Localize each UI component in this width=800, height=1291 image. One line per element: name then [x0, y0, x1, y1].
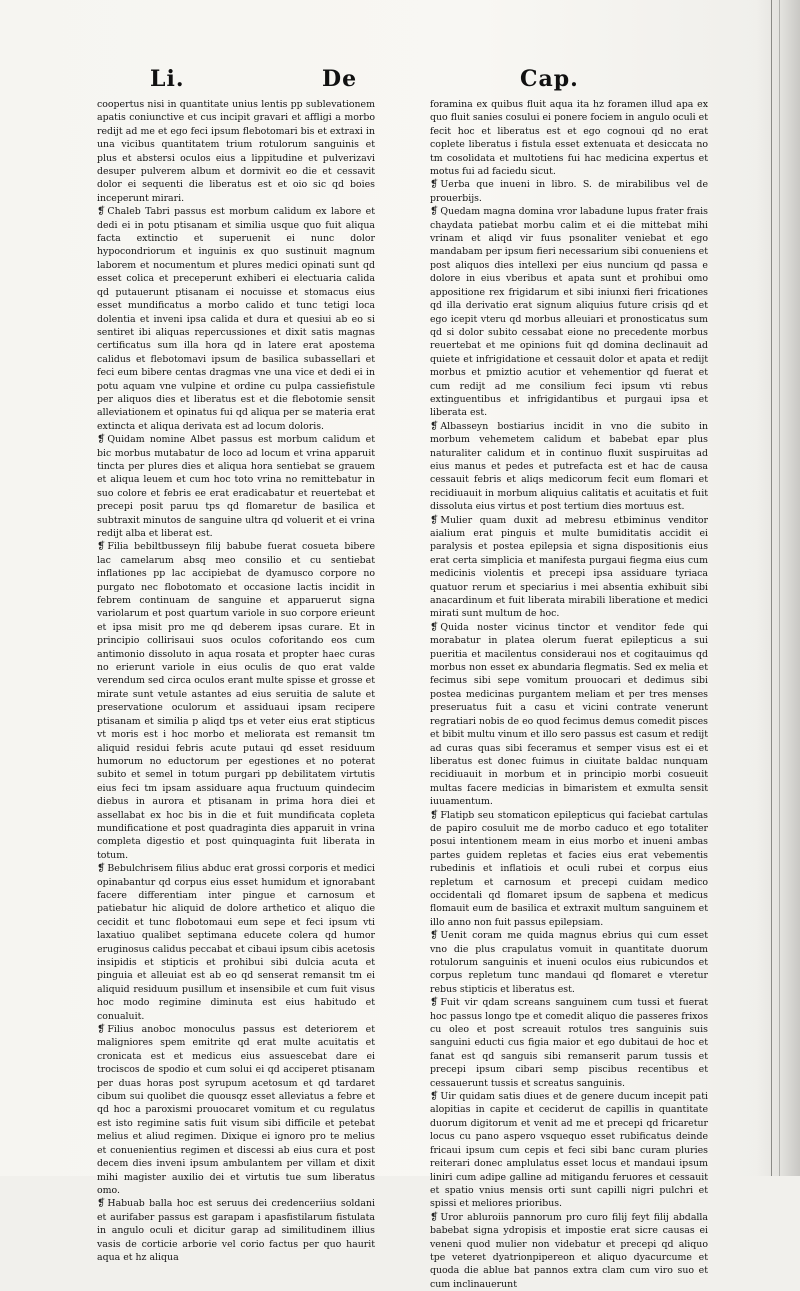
running-head-left: Li. [150, 66, 185, 92]
page-edge-line [779, 0, 780, 1176]
paragraph: ❡ Filius anoboc monoculus passus est deteriorem et maligniores spem emitrite qd erat multe acuitatis et cronicata est et medicus eius assuescebat dare ei trociscos de spodio et cum solui ei qd acciperet ptisanam per duas horas post syrupum acetosum et qd tardaret cibum sui quolibet die quousqz esset alleviatus a febre et qd hoc a paroxismi prouocaret vomitum et cu regulatus est isto regimine satis fuit visum sibi difficile et petebat melius et aliud regimen. Dixique ei ignoro pro te melius et conuenientius regimen et discessi ab eius cura et post decem dies inveni ipsum ambulantem per villam et dixit mihi magister auxilio dei et virtutis tue sum liberatus omo. [97, 1023, 375, 1197]
paragraph: ❡ Uror abluroiis pannorum pro curo filij feyt filij abdalla babebat signa ydropisis et impostie erat sicre causas ei veneni quod mulier non videbatur et precepi qd aliquo tpe veteret dyatrionpipereon et aliquo dyacurcume et quoda die ablue bat pannos extra clam cum viro suo et cum inclinauerunt [430, 1211, 708, 1291]
paragraph: ❡ Albasseyn bostiarius incidit in vno die subito in morbum vehemetem calidum et babebat epar plus naturaliter calidum et in continuo fluxit suspiruitas ad eius manus et pedes et putrefacta est et hac de causa cessauit febris et aliqs medicorum fecit eum flomari et recidiuauit in morbum aliquius calitatis et acuitatis et fuit dissoluta eius virtus et post tertium dies mortuus est. [430, 420, 708, 514]
paragraph: ❡ Quidam nomine Albet passus est morbum calidum et bic morbus mutabatur de loco ad locum et vrina apparuit tincta per plures dies et aliqua hora sentiebat se grauem et aliqua leuem et cum hoc toto vrina no remittebatur in suo colore et febris ee erat eradicabatur et reuertebat et precepi posit paruu tps qd flomaretur de basilica et subtraxit minutos de sanguine ultra qd voluerit et ei vrina redijt alba et liberat est. [97, 433, 375, 540]
paragraph: ❡ Mulier quam duxit ad mebresu etbiminus venditor aialium erat pinguis et multe bumiditatis accidit ei paralysis et postea epilepsia et signa dispositionis eius erat certa simplicia et manifesta purgaui fiegma eius cum medicinis violentis et precepi ipsa assiduare tyriaca quatuor rerum et speciarius i mei absentia exhibuit sibi anacardinum et fuit liberata mirabili liberatione et medici mirati sunt multum de hoc. [430, 514, 708, 621]
paragraph: ❡ Habuab balla hoc est seruus dei credenceriius soldani et aurifaber passus est garapam i apasfistilarum fistulata in angulo oculi et dicitur garap ad similitudinem illius vasis de corticie arborie vel corio factus per quo haurit aqua et hz aliqua [97, 1197, 375, 1264]
page-edge-line [771, 0, 772, 1176]
paragraph: ❡ Quedam magna domina vror labadune lupus frater frais chaydata patiebat morbu calim et ei die mittebat mihi vrinam et aliqd vir fuus psonaliter veniebat et ego mandabam per ipsum fieri necessarium sibi conueniens et post aliquos dies intellexi per eius nuncium qd passa e dolore in eius vberibus et apata sunt et prohibui omo appositione rex frigidarum et sibi iniunxi fieri fricationes qd illa derivatio erat signum aliquius future crisis qd et ego icepit vteru qd morbus alleuiari et pronosticatus sum qd si dolor subito cessabat eione no precedente morbus reuertebat et me opinions fuit qd domina declinauit ad quiete et infrigidatione et cessauit dolor et apata et redijt morbus et pmiztio acutior et vehementior qd fuerat et cum redijt ad me consilium feci ipsum vti rebus extinguentibus et infrigidantibus et purgaui ipsa et liberata est. [430, 205, 708, 420]
paragraph: ❡ Fuit vir qdam screans sanguinem cum tussi et fuerat hoc passus longo tpe et comedit aliquo die passeres frixos cu oleo et post screauit rotulos tres sanguinis suis sanguini educti cus figia maior et ego dubitaui de hoc et fanat est qd sanguis sibi remanserit parum tussis et precepi ipsum cibari semp piscibus recentibus et cessauerunt tussis et screatus sanguinis. [430, 996, 708, 1090]
running-head-center: De [322, 66, 358, 92]
paragraph: ❡ Uerba que inueni in libro. S. de mirabilibus vel de prouerbijs. [430, 178, 708, 205]
paragraph: ❡ Uir quidam satis diues et de genere ducum incepit pati alopitias in capite et ceciderut de capillis in quantitate duorum digitorum et venit ad me et precepi qd fricaretur locus cu pano aspero vsquequo esset rubificatus deinde fricaui ipsum cum cepis et feci sibi banc curam pluries reiterari donec amplulatus esset locus et mandaui ipsum liniri cum adipe galline ad mitigandu feruores et cessauit et spatio vnius mensis orti sunt capilli nigri pulchri et spissi et meliores prioribus. [430, 1090, 708, 1211]
paragraph: ❡ Filia bebiltbusseyn filij babube fuerat cosueta bibere lac camelarum absq meo consilio et cu sentiebat inflationes pp lac accipiebat de dyamusco corpore no purgato nec flobotomato et occasione lactis incidit in febrem continuam de sanguine et apparuerut signa variolarum et post quartum variole in suo corpore erieunt et ipsa misit pro me qd deberem ipsas curare. Et in principio collirisaui suos oculos coforitando eos cum antimonio dissoluto in aqua rosata et propter haec curas no erierunt variole in eius oculis de quo erat valde verendum sed circa oculos erant multe spisse et grosse et mirate sunt vetule astantes ad eius seruitia de salute et preservatione oculorum et assiduaui ipsam recipere ptisanam et similia p aliqd tps et veter eius erat stipticus vt moris est i hoc morbo et meliorata est remansit tm aliquid residui febris acute putaui qd esset residuum humorum no eductorum per egestiones et no poterat subito et semel in totum purgari pp debilitatem virtutis eius feci tm ipsam assiduare aqua fructuum quindecim diebus in aurora et ptisanam in prima hora diei et assellabat ex hoc bis in die et fuit mundificata copleta mundificatione et post quadraginta dies apparuit in vrina completa digestio et post quinquaginta fuit liberata in totum. [97, 540, 375, 862]
paragraph: coopertus nisi in quantitate unius lentis pp sublevationem apatis coniunctive et cus incipit gravari et affligi a morbo redijt ad me et ego feci ipsum flebotomari bis et extraxi in una vicibus quantitatem trium rotulorum sanguinis et plus et abstersi oculos eius a lippitudine et pulverizavi desuper pulverem album et dormivit eo die et cessavit dolor ei sequenti die liberatus est et oio sic qd boies inceperunt mirari. [97, 99, 375, 204]
paragraph: ❡ Uenit coram me quida magnus ebrius qui cum esset vno die plus crapulatus vomuit in quantitate duorum rotulorum sanguinis et inueni oculos eius rubicundos et corpus repletum tunc mandaui qd flomaret e vteretur rebus stipticis et liberatus est. [430, 929, 708, 996]
page-edge-shadow [756, 0, 800, 1176]
paragraph: ❡ Flatipb seu stomaticon epilepticus qui faciebat cartulas de papiro cosuluit me de morbo caduco et ego totaliter posui intentionem meam in eius morbo et inueni ambas partes guidem repletas et facies eius erat vebementis rubedinis et inflatiois et oculi rubei et corpus eius repletum et carnosum et precepi cuidam medico occidentali qd flomaret ipsum de sapbena et medicus flomauit eum de basilica et extraxit multum sanguinem et illo anno non fuit passus epilepsiam. [430, 809, 708, 930]
right-text-column [430, 98, 708, 1290]
left-text-column [97, 98, 375, 1263]
paragraph: foramina ex quibus fluit aqua ita hz foramen illud apa ex quo fluit sanies cosului ei ponere fociem in angulo oculi et fecit hoc et liberatus est et ego cognoui qd no erat coplete liberatus i fistula esset extenuata et desiccata no tm cosolidata et multotiens fui hac medicina expertus et motus fui ad faciedu sicut. [430, 99, 708, 178]
paragraph: ❡ Bebulchrisem filius abduc erat grossi corporis et medici opinabantur qd corpus eius esset humidum et ignorabant facere differentiam inter pingue et carnosum et patiebatur hic aliquid de dolore arthetico et aliquo die cecidit et tunc flobotomaui eum sepe et feci ipsum vti laxatiuo qualibet septimana educete colera qd humor eruginosus calidus peccabat et cibaui ipsum cibis acetosis insipidis et stipticis et prohibui sibi dulcia acuta et pinguia et alleuiat est ab eo qd senserat remansit tm ei aliquid residuum pusillum et insensibile et cum fuit visus hoc modo regimine diminuta est eius habitudo et conualuit. [97, 862, 375, 1023]
paragraph: ❡ Chaleb Tabri passus est morbum calidum ex labore et dedi ei in potu ptisanam et similia usque quo fuit aliqua facta extinctio et superuenit ei nunc dolor hypocondriorum et inguinis ex quo sustinuit magnum laborem et nocumentum et plures medici opinati sunt qd esset colica et preceperunt exhiberi ei electuaria calida qd putauerunt ptisanam ei nocuisse et stomacus eius esset mundificatus a morbo calido et tunc tetigi loca dolentia et inveni ipsa calida et dura et quesiui ab eo si sentiret ibi aliquas repercussiones et dixit satis magnas certificatus sum illa hora qd in latere erat apostema calidus et flebotomavi ipsum de basilica subassellari et feci eum bibere centas dragmas vne una vice et dedi ei in potu aquam vne vulpine et ordine cu pulpa cassiefistule per aliquos dies et liberatus est et die flebotomie sensit alleviationem et opinatus fui qd aliqua per se materia erat extincta et aliqua derivata est ad locum doloris. [97, 205, 375, 433]
paragraph: ❡ Quida noster vicinus tinctor et venditor fede qui morabatur in platea olerum fuerat epilepticus a sui pueritia et macilentus consideraui nos et cogitauimus qd morbus non esset ex abundaria flegmatis. Sed ex melia et fecimus sibi sepe vomitum prouocari et dedimus sibi postea medicinas purgantem meliam et per tres menses preseruatus fuit a casu et vicini contrate venerunt regratiari nobis de eo quod fecimus demus comedit pisces et bibit multu vinum et illo sero passus est casum et redijt ad curas quas sibi feceramus et semper visus est ei et liberatus est donec fuimus in ciuitate baldac nunquam recidiuauit in morbum et in principio morbi cosueuit multas facere medicias in bimaristem et exmulta sensit iuuamentum. [430, 621, 708, 809]
running-head-right: Cap. [520, 66, 579, 92]
